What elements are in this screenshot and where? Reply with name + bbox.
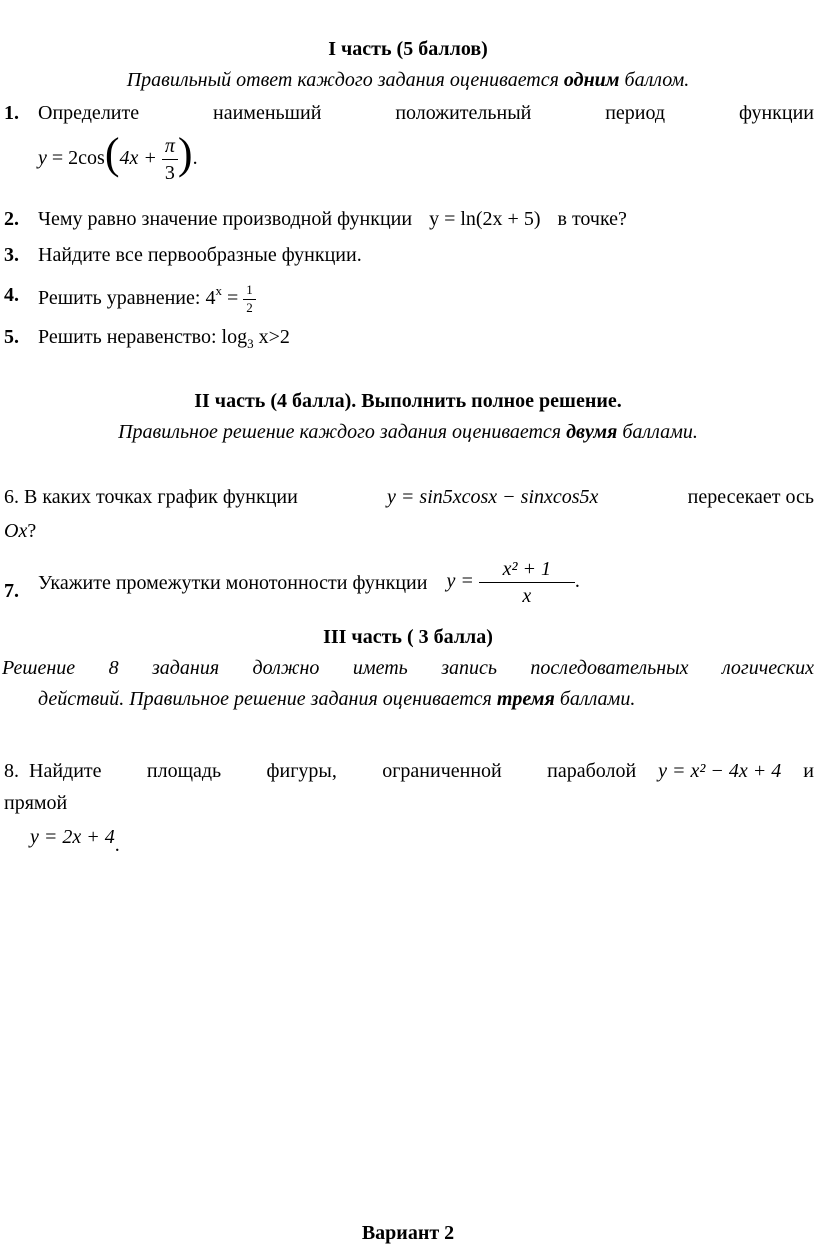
task5-label: Решить неравенство: — [38, 326, 222, 348]
task6-line2 — [4, 518, 36, 544]
task4-text — [38, 282, 256, 317]
part3-note-line2 — [38, 686, 635, 712]
f1-den: 3 — [162, 159, 178, 186]
part2-note — [0, 419, 816, 445]
task6-number: 6. — [4, 486, 19, 508]
task6-axis: Ox — [4, 520, 28, 542]
f5-log: log — [221, 326, 248, 348]
task6-text-before: В каких точках график функции — [24, 486, 298, 508]
part3-note2-bold: тремя — [496, 688, 555, 710]
task8-number: 8. — [4, 760, 19, 782]
task8-end: . — [114, 834, 120, 856]
part3-note2-end: баллами. — [554, 688, 636, 710]
task8-line-formula: y = 2x + 4 — [30, 826, 115, 848]
f7-den: x — [479, 582, 575, 609]
part1-title: I часть (5 баллов) — [328, 38, 488, 60]
f5-base: 3 — [247, 336, 254, 351]
f1-fraction — [162, 133, 178, 186]
task8-line1 — [4, 758, 814, 784]
task1-formula — [38, 128, 198, 186]
task6-formula: y = sin5xcosx − sinxcos5x — [387, 486, 599, 508]
task2-number: 2. — [4, 208, 19, 230]
task6-line — [4, 484, 814, 510]
part1-note — [0, 67, 816, 93]
f1-rparen: ) — [177, 129, 193, 178]
part1-note-bold: одним — [563, 69, 620, 91]
f7-fraction — [479, 556, 575, 609]
task8-text-after: и — [803, 760, 814, 782]
variant-label: Вариант 2 — [361, 1222, 455, 1244]
part3-note2-text: действий. Правильное решение задания оценивается — [38, 688, 497, 710]
task8-line2: прямой — [4, 792, 68, 814]
f4-num: 1 — [246, 282, 253, 297]
f7-y: y = — [446, 570, 474, 593]
f5-rest: x>2 — [253, 326, 290, 348]
task5-text — [38, 324, 290, 350]
f1-num: π — [164, 134, 175, 157]
f4-eq: = — [221, 286, 244, 309]
task2-text — [38, 206, 627, 232]
part1-note-end: баллом. — [619, 69, 690, 91]
task8-line3 — [30, 824, 120, 856]
part2-note-bold: двумя — [566, 421, 618, 443]
f4-den: 2 — [243, 299, 256, 317]
task7-number: 7. — [4, 580, 19, 602]
part2-note-end: баллами. — [617, 421, 698, 443]
task2-formula: y = ln(2x + 5) — [429, 208, 541, 230]
task8-text-before: Найдите площадь фигуры, ограниченной параболой — [29, 760, 637, 782]
task1-number: 1. — [4, 102, 19, 124]
task1-text: Определите наименьший положительный период функции — [38, 102, 814, 124]
f1-eq: = 2cos — [46, 147, 105, 169]
task3-number: 3. — [4, 244, 19, 266]
part2-title: II часть (4 балла). Выполнить полное решение. — [194, 390, 622, 412]
f7-end: . — [574, 570, 580, 593]
f1-end: . — [192, 147, 198, 169]
task3-text: Найдите все первообразные функции. — [38, 244, 362, 266]
f1-arg: 4x + — [119, 147, 157, 169]
task7-text — [38, 556, 580, 609]
task4-label: Решить уравнение: — [38, 286, 206, 309]
task2-text-after: в точке? — [557, 208, 627, 230]
part1-note-text: Правильный ответ каждого задания оценивается — [126, 69, 564, 91]
task8-parabola: y = x² − 4x + 4 — [658, 760, 782, 782]
part3-note-line1: Решение 8 задания должно иметь запись последовательных логических — [2, 657, 814, 679]
task4-number: 4. — [4, 284, 19, 306]
f1-y: y — [38, 147, 47, 169]
part3-title: III часть ( 3 балла) — [323, 626, 493, 648]
task2-text-before: Чему равно значение производной функции — [38, 208, 413, 230]
task6-text-after: пересекает ось — [687, 486, 814, 508]
task6-left — [4, 484, 298, 510]
part2-note-text: Правильное решение каждого задания оценивается — [118, 421, 567, 443]
task5-number: 5. — [4, 326, 19, 348]
f4-exp: x — [215, 282, 222, 298]
f4-fraction — [243, 282, 256, 317]
task6-qmark: ? — [27, 520, 37, 542]
task7-label: Укажите промежутки монотонности функции — [38, 572, 428, 595]
f4-base: 4 — [205, 286, 216, 309]
f7-num: x² + 1 — [502, 558, 552, 580]
f1-lparen: ( — [104, 129, 120, 178]
